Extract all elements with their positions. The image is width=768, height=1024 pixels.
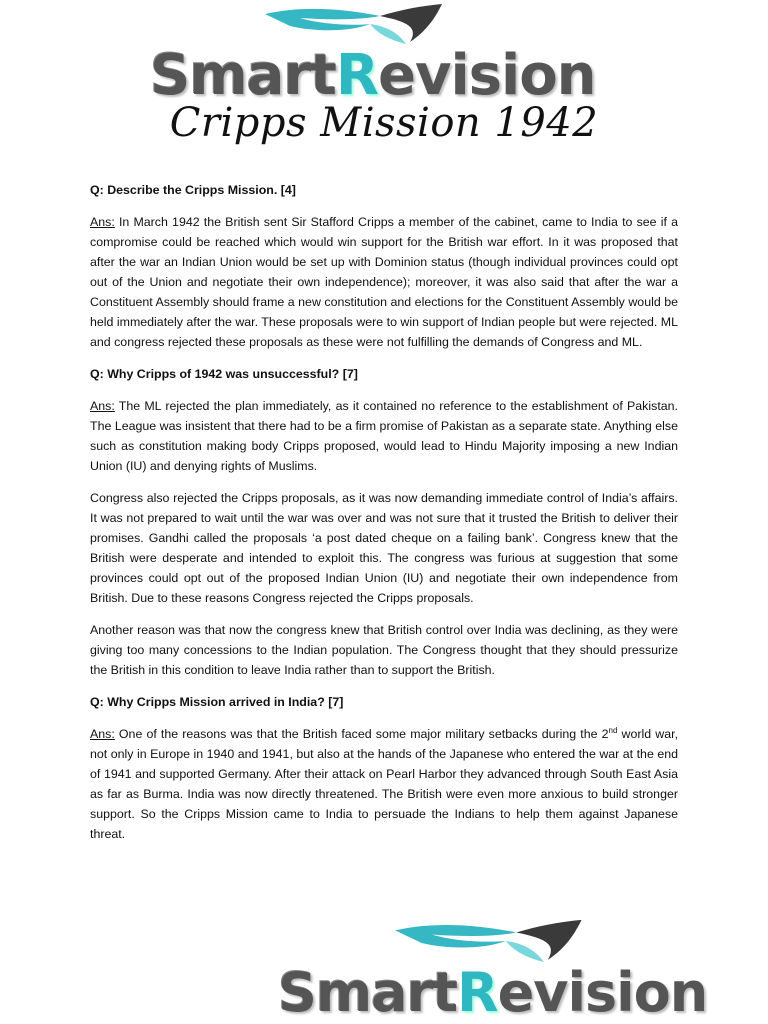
ordinal-suffix: nd <box>608 725 618 735</box>
question-1: Q: Describe the Cripps Mission. [4] <box>90 183 296 197</box>
answer-2-paragraph-3: Another reason was that now the congress knew that British control over India was declining, as they were giving too many concessions to the Indian population. The Congress thought that they should pressurize the British in this condition to leave India rather than to support the British. <box>90 623 678 677</box>
document-body <box>90 180 678 856</box>
answer-text: One of the reasons was that the British faced some major military setbacks during the 2 <box>114 727 609 741</box>
answer-2 <box>90 396 678 476</box>
answer-1 <box>90 212 678 352</box>
header-logo <box>150 0 610 110</box>
logo-wordmark: SmartRevision <box>150 43 596 108</box>
footer-logo <box>270 908 768 1024</box>
answer-text-cont: world war, not only in Europe in 1940 and 1941, but also at the hands of the Japanese who entered the war at the end of 1941 and supported Germany. After their attack on Pearl Harbor they advanced through South East Asia as far as Burma. India was now directly threatened. The British were even more anxious to build stronger support. So the Cripps Mission came to India to persuade the Indians to help them against Japanese threat. <box>90 727 679 841</box>
answer-label: Ans: <box>90 215 115 229</box>
answer-3 <box>90 724 678 844</box>
answer-text: The ML rejected the plan immediately, as it contained no reference to the establishment of Pakistan. The League was insistent that there had to be a firm promise of Pakistan as a separate state. Anything else such as constitution making body Cripps proposed, would lead to Hindu Majority imposing a new Indian Union (IU) and denying rights of Muslims. <box>90 399 678 473</box>
question-2: Q: Why Cripps of 1942 was unsuccessful? [7] <box>90 367 358 381</box>
page-title: Cripps Mission 1942 <box>169 100 599 146</box>
answer-text: In March 1942 the British sent Sir Stafford Cripps a member of the cabinet, came to India to see if a compromise could be reached which would win support for the British war effort. In it was proposed that after the war an Indian Union would be set up with Dominion status (though individual provinces could opt out of the Union and negotiate their own independence); moreover, it was also said that after the war a Constituent Assembly should frame a new constitution and elections for the Constituent Assembly would be held immediately after the war. These proposals were to win support of Indian people but were rejected. ML and congress rejected these proposals as these were not fulfilling the demands of Congress and ML. <box>90 215 678 349</box>
logo-wordmark: SmartRevision <box>278 961 708 1024</box>
answer-2-paragraph-2: Congress also rejected the Cripps proposals, as it was now demanding immediate control of India’s affairs. It was not prepared to wait until the war was over and was not sure that it trusted the British to deliver their promises. Gandhi called the proposals ‘a post dated cheque on a failing bank’. Congress knew that the British were desperate and intended to exploit this. The congress was furious at suggestion that some provinces could opt out of the proposed Indian Union (IU) and negotiate their own independence from British. Due to these reasons Congress rejected the Cripps proposals. <box>90 491 678 605</box>
question-3: Q: Why Cripps Mission arrived in India? [7] <box>90 695 344 709</box>
answer-label: Ans: <box>90 399 115 413</box>
answer-label: Ans: <box>90 727 115 741</box>
